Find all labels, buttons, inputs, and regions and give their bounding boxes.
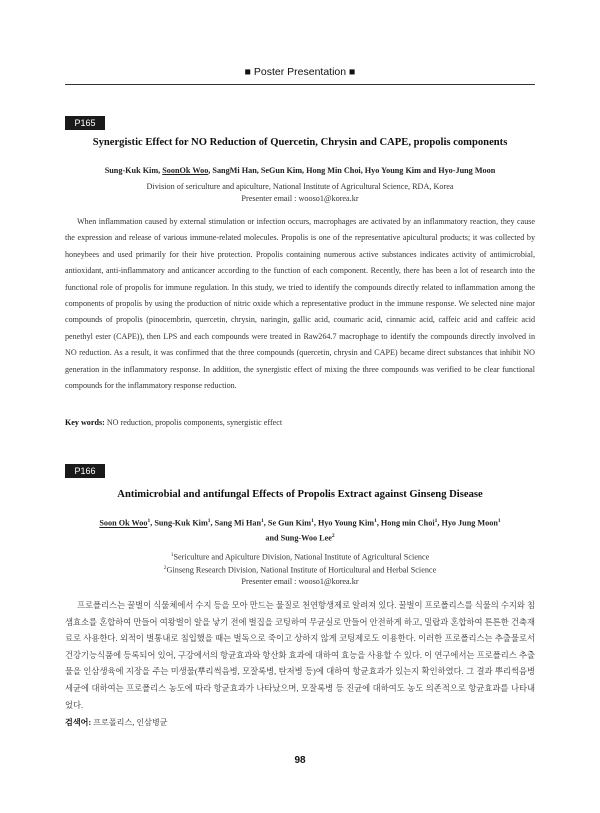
title-p166: Antimicrobial and antifungal Effects of Propolis Extract against Ginseng Disease: [117, 489, 483, 500]
abstract-tag-p166: P166: [65, 464, 105, 478]
abstract-body-p165: [65, 214, 535, 394]
email-p166: Presenter email : wooso1@korea.kr: [241, 577, 359, 586]
author-presenter: Soon Ok Woo: [99, 518, 148, 528]
keywords-label: Key words:: [65, 418, 105, 427]
keywords-p166: [65, 717, 535, 728]
affiliation-p165: Division of sericulture and apiculture, National Institute of Agricultural Science, RDA, Korea: [146, 182, 454, 191]
author: Sung-Kuk Kim: [154, 518, 208, 528]
author-rest: , SangMi Han, SeGun Kim, Hong Min Choi, Hyo Young Kim and Hyo-Jung Moon: [208, 166, 496, 175]
authors-p166-line2: and Sung-Woo Lee$^2$: [265, 533, 335, 543]
author: Hyo Jung Moon: [441, 518, 498, 528]
title-p165: Synergistic Effect for NO Reduction of Quercetin, Chrysin and CAPE, propolis components: [92, 137, 508, 148]
page-number: 98: [294, 755, 306, 766]
keywords-text: NO reduction, propolis components, synergistic effect: [104, 418, 283, 427]
authors-p165: [65, 166, 535, 175]
keywords-text: 프로폴리스, 인삼병균: [91, 718, 168, 727]
author: Sung-Woo Lee: [280, 533, 332, 543]
keywords-p165: [65, 418, 535, 427]
affiliation-1-p166: $^1$Sericulture and Apiculture Division, National Institute of Agricultural Science: [170, 552, 430, 562]
keywords-label: 검색어:: [65, 718, 92, 727]
header-rule: [65, 84, 535, 85]
author-presenter: SoonOk Woo: [162, 166, 209, 175]
affiliation-2-p166: $^2$Ginseng Research Division, National Institute of Horticultural and Herbal Science: [163, 565, 437, 575]
abstract-text-p166: 프로폴리스는 꿀벌이 식물체에서 수지 등을 모아 만드는 물질로 천연항생제로 알려져 있다. 꿀벌이 프로폴리스를 식물의 수지와 침샘효소를 혼합하여 만들어 여왕벌이 알을 낳기 전에 벌집을 코팅하여 무균실로 만들어 안전하게 하고, 밀랍과 혼합하여 튼튼한 건축재료로 사용한다. 외적이 벌통내로 침입했을 때는 벌독으로 죽이고 상하지 않게 코팅제로도 이용한다. 이러한 프로폴리스는 추출물로서 건강기능식품에 등록되어 있어, 구강에서의 항균효과와 항산화 효과에 대하여 효능을 사용할 수 있다. 이 연구에서는 프로폴리스 추출물을 인삼생육에 지장을 주는 미생물(뿌리썩음병, 모잘록병, 탄저병 등)에 대하여 항균효과가 있는지 확인하였다. 그 결과 뿌리썩음병세균에 대하여는 프로폴리스 농도에 따라 항균효과가 나타났으며, 모잘록병 등 진균에 대하여도 농도 의존적으로 항균효과를 나타내었다.: [65, 601, 535, 710]
abstract-tag-p165: P165: [65, 116, 105, 130]
author-first: Sung-Kuk Kim,: [104, 166, 163, 175]
author: Hyo Young Kim: [317, 518, 375, 528]
abstract-body-p166: [65, 598, 535, 714]
author: Sang Mi Han: [214, 518, 262, 528]
author: Se Gun Kim: [267, 518, 312, 528]
email-p165: Presenter email : wooso1@korea.kr: [241, 194, 359, 203]
author: Hong min Choi: [380, 518, 435, 528]
authors-p166-line1: Soon Ok Woo$^1$, Sung-Kuk Kim$^1$, Sang Mi Han$^1$, Se Gun Kim$^1$, Hyo Young Kim$^1$, Hong min Choi$^1$, Hyo Jung Moon$^1$: [99, 518, 501, 528]
running-header: ■ Poster Presentation ■: [244, 66, 356, 78]
abstract-text-p165: When inflammation caused by external stimulation or infection occurs, macrophages are activated by an inflammatory reaction, they cause the expression and release of various immune-related molecules. Propolis is one of the representative apicultural products; it was collected by honeybees and used primarily for their hive protection. Propolis containing numerous active substances indicates activity of antimicrobial, antioxidant, anti-inflammatory and anticancer according to the function of each component. Recently, there has been a lot of research into the functional role of propolis for immune regulation. In this study, we tried to identify the compounds directly related to inflammation among the components of propolis by using the production of nitric oxide which a representative product in the immune response. We selected nine major compounds of propolis (pinocembrin, quercetin, chrysin, naringin, gallic acid, coumaric acid, cinnamic acid, caffeic acid and caffeic acid penethyl ester (CAPE)), then LPS and each compounds were treated in Raw264.7 macrophage to identify the compounds directly involved in NO reduction. As a result, it was confirmed that the three compounds (quercetin, chrysin and CAPE) became direct substances that inhibit NO generation in the inflammatory response. In addition, the synergistic effect of mixing the three compounds was verified to be clear functional compounds for the inflammatory response reduction.: [65, 217, 535, 391]
